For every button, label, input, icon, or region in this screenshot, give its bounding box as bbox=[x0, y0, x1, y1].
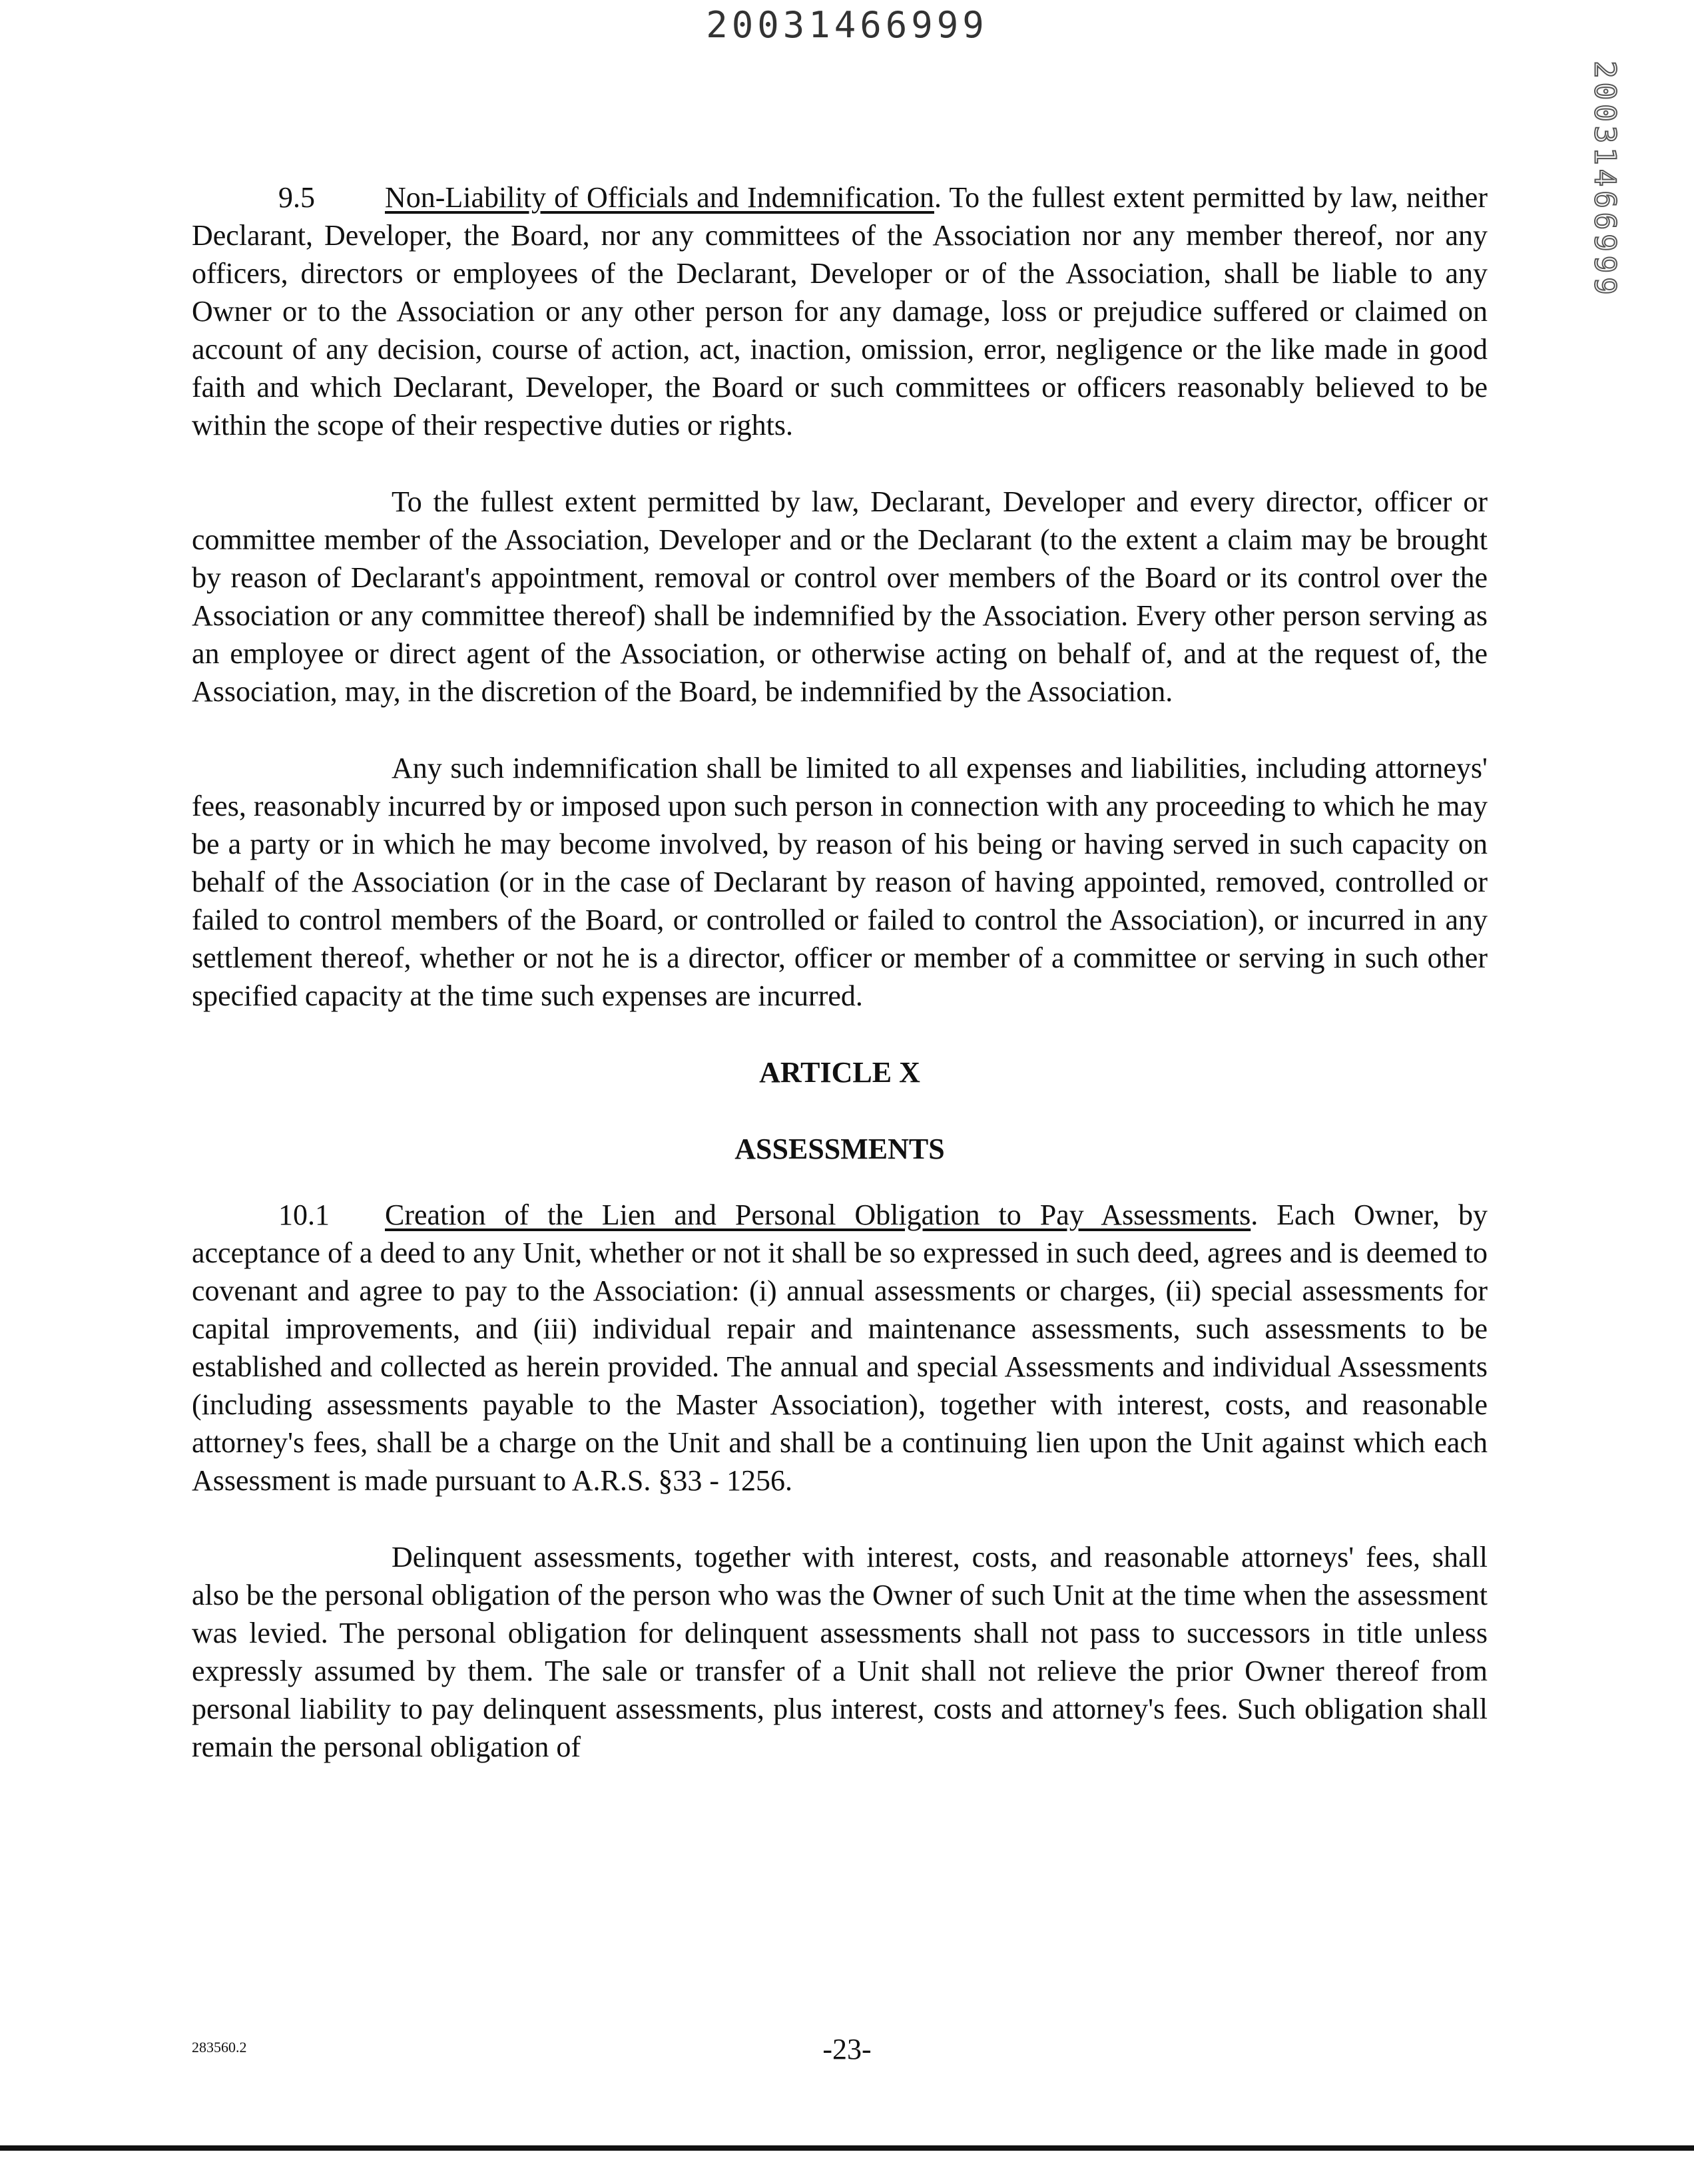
section-title: Non-Liability of Officials and Indemnification bbox=[385, 181, 934, 214]
paragraph-delinquent-assessments: Delinquent assessments, together with interest, costs, and reasonable attorneys' fees, shall also be the personal obligation of the person who was the Owner of such Unit at the time when the assessment was levied. The personal obligation for delinquent assessments shall not pass to successors in title unless expressly assumed by them. The sale or transfer of a Unit shall not relieve the prior Owner thereof from personal liability to pay delinquent assessments, plus interest, costs and attorney's fees. Such obligation shall remain the personal obligation of bbox=[192, 1541, 1488, 1763]
section-number: 10.1 bbox=[278, 1199, 330, 1231]
section-10-1 bbox=[192, 1196, 1488, 1500]
side-stamp-text: 20031466999 bbox=[1587, 61, 1622, 299]
article-heading: ARTICLE X bbox=[759, 1056, 920, 1089]
side-stamp bbox=[1565, 61, 1645, 299]
document-body bbox=[192, 178, 1488, 1804]
section-title: Creation of the Lien and Personal Obligation to Pay Assessments bbox=[385, 1199, 1251, 1231]
paragraph-indemnification-limits: Any such indemnification shall be limited to all expenses and liabilities, including attorneys' fees, reasonably incurred by or imposed upon such person in connection with any proceeding to which he may be a party or in which he may become involved, by reason of his being or having served in such capacity on behalf of the Association (or in the case of Declarant by reason of having appointed, removed, controlled or failed to control members of the Board, or controlled or failed to control the Association), or incurred in any settlement thereof, whether or not he is a director, officer or member of a committee or serving in such other specified capacity at the time such expenses are incurred. bbox=[192, 752, 1488, 1012]
article-title: ASSESSMENTS bbox=[734, 1133, 945, 1165]
bottom-rule bbox=[0, 2145, 1694, 2151]
footer-doc-ref: 283560.2 bbox=[192, 2039, 247, 2055]
section-text: . Each Owner, by acceptance of a deed to any Unit, whether or not it shall be so expressed in such deed, agrees and is deemed to covenant and agree to pay to the Association: (i) annual assessments or charges, (ii) special assessments for capital improvements, and (iii) individual repair and maintenance assessments, such assessments to be established and collected as herein provided. The annual and special Assessments and individual Assessments (including assessments payable to the Master Association), together with interest, costs, and reasonable attorney's fees, shall be a charge on the Unit and shall be a continuing lien upon the Unit against which each Assessment is made pursuant to A.R.S. §33 - 1256. bbox=[192, 1199, 1488, 1497]
document-id-header: 20031466999 bbox=[706, 4, 988, 46]
page-number: -23- bbox=[822, 2033, 872, 2065]
section-text: . To the fullest extent permitted by law, neither Declarant, Developer, the Board, nor any committees of the Association nor any member thereof, nor any officers, directors or employees of the Declarant, Developer or of the Association, shall be liable to any Owner or to the Association or any other person for any damage, loss or prejudice suffered or claimed on account of any decision, course of action, act, inaction, omission, error, negligence or the like made in good faith and which Declarant, Developer, the Board or such committees or officers reasonably believed to be within the scope of their respective duties or rights. bbox=[192, 181, 1488, 441]
paragraph-indemnification: To the fullest extent permitted by law, Declarant, Developer and every director, officer or committee member of the Association, Developer and or the Declarant (to the extent a claim may be brought by reason of Declarant's appointment, removal or control over members of the Board or its control over the Association or any committee thereof) shall be indemnified by the Association. Every other person serving as an employee or direct agent of the Association, or otherwise acting on behalf of, and at the request of, the Association, may, in the discretion of the Board, be indemnified by the Association. bbox=[192, 485, 1488, 708]
section-9-5 bbox=[192, 178, 1488, 444]
section-number: 9.5 bbox=[278, 181, 315, 214]
